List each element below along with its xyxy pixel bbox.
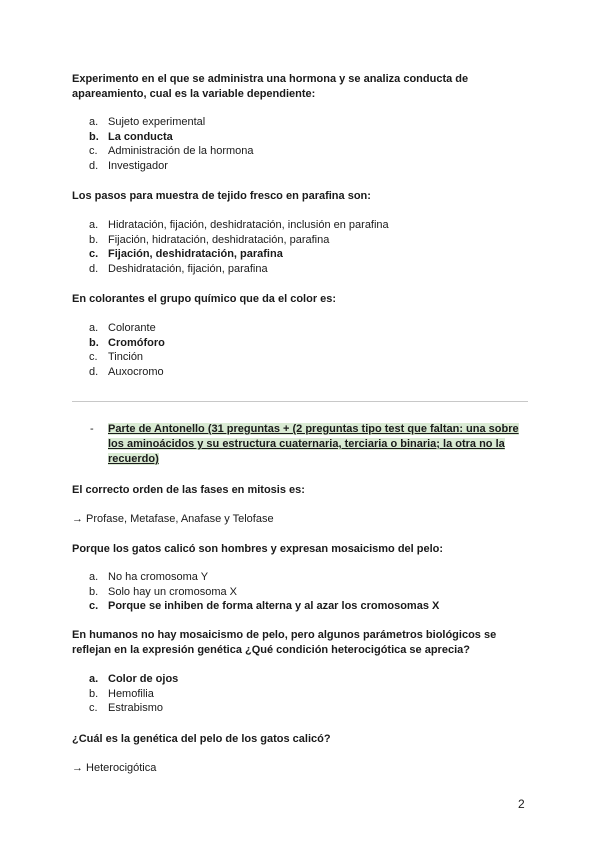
option-c: c. Administración de la hormona: [89, 145, 254, 158]
option-b: b. Solo hay un cromosoma X: [89, 585, 238, 598]
answer-text: → Heterocigótica: [72, 762, 157, 774]
answer-line: [72, 512, 532, 527]
options-list: [72, 570, 532, 614]
options-list: [72, 321, 532, 379]
option-b-answer: b. La conducta: [89, 130, 173, 143]
question-6: [72, 628, 532, 658]
question-text: Experimento en el que se administra una hormona y se analiza conducta de apareamiento, cual es la variable dependiente:: [72, 73, 469, 100]
option-b-answer: b. Cromóforo: [89, 336, 165, 349]
option-a: a. Colorante: [89, 322, 156, 334]
question-text: En humanos no hay mosaicismo de pelo, pero algunos parámetros biológicos se reflejan en la expresión genética ¿Qué condición heterocigótica se aprecia?: [72, 629, 497, 656]
page-number: 2: [518, 797, 525, 811]
option-a-answer: a. Color de ojos: [89, 673, 179, 685]
answer-line: [72, 761, 532, 776]
options-list: [72, 115, 532, 173]
question-3: [72, 292, 532, 307]
question-4: [72, 483, 532, 498]
question-5: [72, 542, 532, 557]
question-2: [72, 189, 532, 204]
question-text: Porque los gatos calicó son hombres y expresan mosaicismo del pelo:: [72, 543, 444, 555]
horizontal-rule: [72, 401, 528, 402]
options-list: [72, 218, 532, 276]
option-b: b. Fijación, hidratación, deshidratación, parafina: [89, 233, 330, 246]
question-7: [72, 732, 532, 747]
option-b: b. Hemofilia: [89, 687, 154, 700]
question-text: En colorantes el grupo químico que da el color es:: [72, 293, 337, 305]
option-c-answer: c. Porque se inhiben de forma alterna y al azar los cromosomas X: [89, 600, 440, 613]
section-heading: [90, 422, 530, 467]
option-c: c. Estrabismo: [89, 702, 164, 715]
question-1: [72, 72, 532, 102]
question-text: El correcto orden de las fases en mitosis es:: [72, 484, 305, 496]
option-d: d. Auxocromo: [89, 365, 164, 378]
bullet-marker: -: [90, 423, 94, 435]
section-heading-text: Parte de Antonello (31 preguntas + (2 preguntas tipo test que faltan: una sobre los aminoácidos y su estructura cuaternaria, terciaria o binaria; la otra no la recuerdo): [108, 423, 519, 465]
option-c: c. Tinción: [89, 351, 144, 364]
option-c-answer: c. Fijación, deshidratación, parafina: [89, 248, 283, 261]
options-list: [72, 672, 532, 716]
question-text: Los pasos para muestra de tejido fresco en parafina son:: [72, 190, 371, 202]
option-a: a. No ha cromosoma Y: [89, 571, 209, 583]
option-d: d. Investigador: [89, 159, 168, 172]
option-d: d. Deshidratación, fijación, parafina: [89, 262, 268, 275]
option-a: a. Hidratación, fijación, deshidratación, inclusión en parafina: [89, 219, 389, 231]
question-text: ¿Cuál es la genética del pelo de los gatos calicó?: [72, 733, 331, 745]
option-a: a. Sujeto experimental: [89, 116, 206, 128]
answer-text: → Profase, Metafase, Anafase y Telofase: [72, 513, 274, 525]
